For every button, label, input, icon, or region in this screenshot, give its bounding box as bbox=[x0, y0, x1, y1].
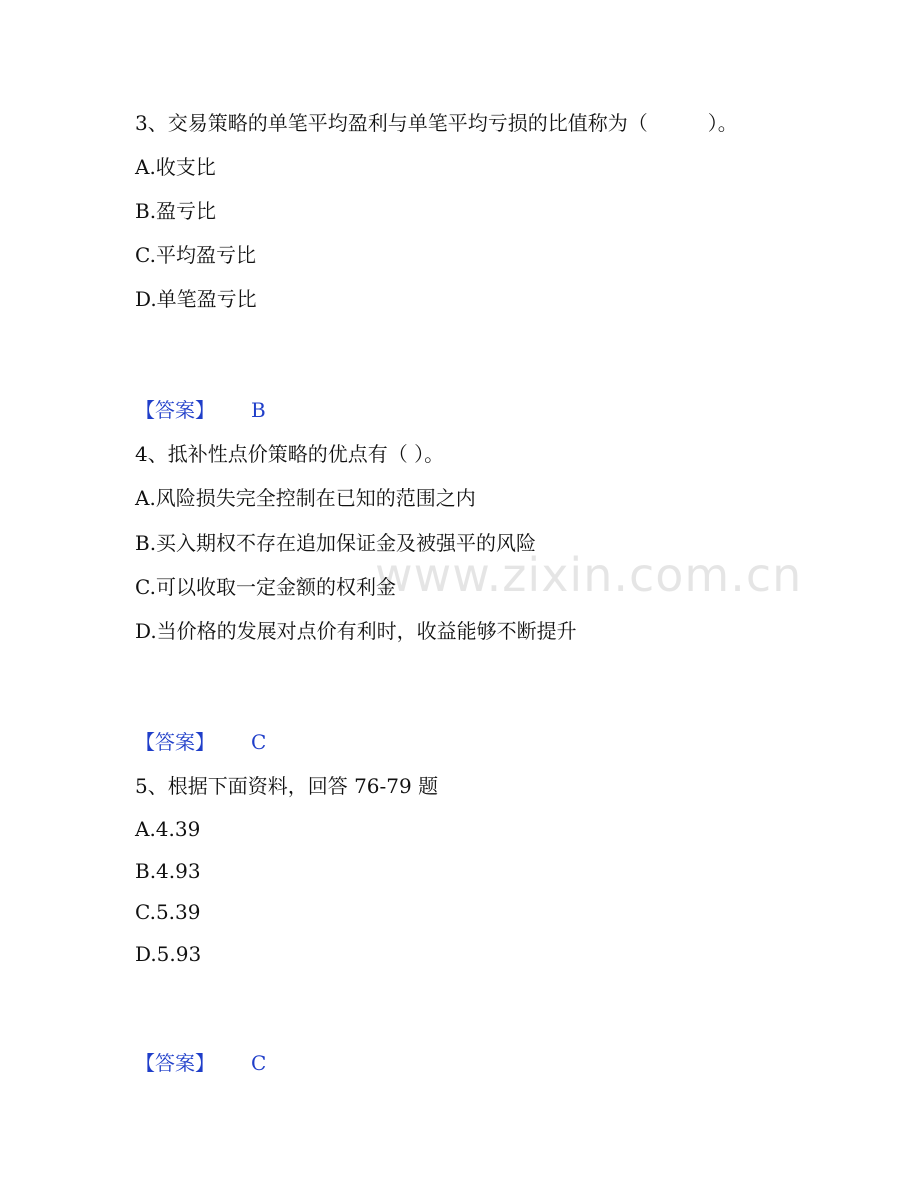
option-d: D.单笔盈亏比 bbox=[135, 287, 257, 311]
option-c: C.可以收取一定金额的权利金 bbox=[135, 575, 396, 599]
option-d: D.当价格的发展对点价有利时，收益能够不断提升 bbox=[135, 619, 577, 643]
option-b: B.盈亏比 bbox=[135, 199, 217, 223]
answer-value: C bbox=[251, 730, 267, 754]
answer-value: B bbox=[251, 398, 266, 422]
watermark-text: www.zixin.com.cn bbox=[375, 548, 803, 602]
option-a: A.收支比 bbox=[135, 155, 216, 179]
answer-label: 【答案】 bbox=[135, 730, 215, 754]
answer-value: C bbox=[251, 1051, 267, 1075]
option-c: C.平均盈亏比 bbox=[135, 243, 256, 267]
option-d: D.5.93 bbox=[135, 942, 202, 966]
answer-label: 【答案】 bbox=[135, 1051, 215, 1075]
answer-row bbox=[135, 728, 267, 756]
question-stem: 5、根据下面资料，回答 76-79 题 bbox=[135, 774, 439, 798]
question-stem: 4、抵补性点价策略的优点有（ ）。 bbox=[135, 442, 445, 466]
option-a: A.4.39 bbox=[135, 817, 201, 841]
question-stem: 3、交易策略的单笔平均盈利与单笔平均亏损的比值称为（ ）。 bbox=[135, 111, 738, 135]
answer-row bbox=[135, 1049, 267, 1077]
option-c: C.5.39 bbox=[135, 900, 201, 924]
option-b: B.买入期权不存在追加保证金及被强平的风险 bbox=[135, 531, 537, 555]
option-a: A.风险损失完全控制在已知的范围之内 bbox=[135, 486, 476, 510]
option-b: B.4.93 bbox=[135, 859, 201, 883]
answer-label: 【答案】 bbox=[135, 398, 215, 422]
answer-row bbox=[135, 396, 266, 424]
